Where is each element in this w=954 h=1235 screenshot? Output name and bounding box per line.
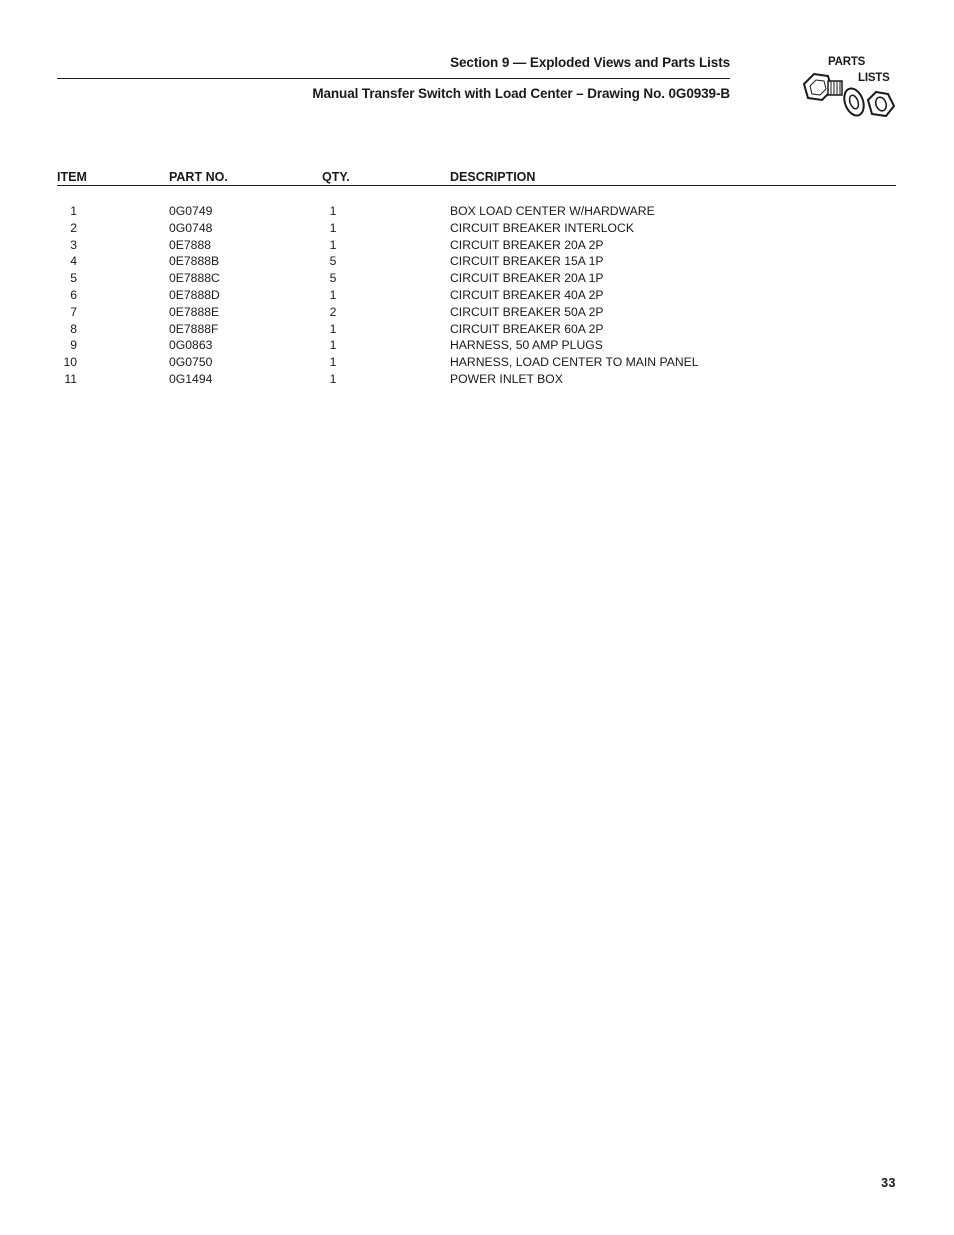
quantity: 1 (329, 287, 337, 302)
table-row (57, 271, 896, 288)
table-row (57, 305, 896, 322)
item-number: 4 (70, 254, 77, 269)
part-number: 0E7888C (169, 271, 220, 286)
description: HARNESS, 50 AMP PLUGS (450, 338, 603, 353)
column-header-description: DESCRIPTION (450, 170, 536, 184)
item-number: 6 (70, 287, 77, 302)
table-row (57, 238, 896, 255)
logo-text-parts: PARTS (828, 56, 866, 68)
header-rule (57, 78, 730, 79)
description: CIRCUIT BREAKER 15A 1P (450, 254, 604, 269)
parts-lists-logo (800, 52, 900, 132)
parts-table-header (57, 170, 896, 186)
part-number: 0G0750 (169, 355, 213, 370)
description: CIRCUIT BREAKER 50A 2P (450, 304, 604, 319)
part-number: 0G0748 (169, 220, 213, 235)
bolt-washer-nut-icon (800, 64, 900, 132)
item-number: 11 (64, 371, 77, 386)
table-row (57, 288, 896, 305)
quantity: 1 (329, 338, 337, 353)
part-number: 0E7888D (169, 287, 220, 302)
logo-text-lists: LISTS (858, 72, 890, 84)
item-number: 5 (70, 271, 77, 286)
page-number: 33 (881, 1176, 896, 1190)
parts-table-body (57, 204, 896, 389)
quantity: 2 (329, 304, 337, 319)
table-row (57, 355, 896, 372)
quantity: 1 (329, 355, 337, 370)
quantity: 1 (329, 321, 337, 336)
description: POWER INLET BOX (450, 371, 563, 386)
table-row (57, 372, 896, 389)
quantity: 5 (329, 271, 337, 286)
column-header-part-no: PART NO. (169, 170, 228, 184)
item-number: 9 (70, 338, 77, 353)
column-header-item: ITEM (57, 170, 87, 184)
item-number: 7 (70, 304, 77, 319)
item-number: 3 (70, 237, 77, 252)
quantity: 1 (329, 220, 337, 235)
quantity: 5 (329, 254, 337, 269)
description: BOX LOAD CENTER W/HARDWARE (450, 204, 655, 218)
description: CIRCUIT BREAKER 20A 1P (450, 271, 604, 286)
table-row (57, 322, 896, 339)
part-number: 0G0863 (169, 338, 213, 353)
part-number: 0G0749 (169, 204, 213, 218)
table-row (57, 204, 896, 221)
description: CIRCUIT BREAKER INTERLOCK (450, 220, 634, 235)
description: CIRCUIT BREAKER 40A 2P (450, 287, 604, 302)
quantity: 1 (329, 237, 337, 252)
description: CIRCUIT BREAKER 60A 2P (450, 321, 604, 336)
item-number: 8 (70, 321, 77, 336)
table-row (57, 254, 896, 271)
item-number: 1 (70, 204, 77, 218)
description: CIRCUIT BREAKER 20A 2P (450, 237, 604, 252)
table-row (57, 221, 896, 238)
quantity: 1 (329, 204, 337, 218)
item-number: 10 (63, 355, 77, 370)
item-number: 2 (70, 220, 77, 235)
quantity: 1 (329, 371, 337, 386)
description: HARNESS, LOAD CENTER TO MAIN PANEL (450, 355, 699, 370)
part-number: 0E7888 (169, 237, 212, 252)
table-row (57, 338, 896, 355)
part-number: 0E7888E (169, 304, 220, 319)
part-number: 0E7888F (169, 321, 219, 336)
part-number: 0G1494 (169, 371, 213, 386)
part-number: 0E7888B (169, 254, 220, 269)
section-title: Section 9 — Exploded Views and Parts Lists (450, 55, 730, 70)
drawing-title: Manual Transfer Switch with Load Center – Drawing No. 0G0939-B (312, 86, 730, 101)
column-header-qty: QTY. (322, 170, 350, 184)
